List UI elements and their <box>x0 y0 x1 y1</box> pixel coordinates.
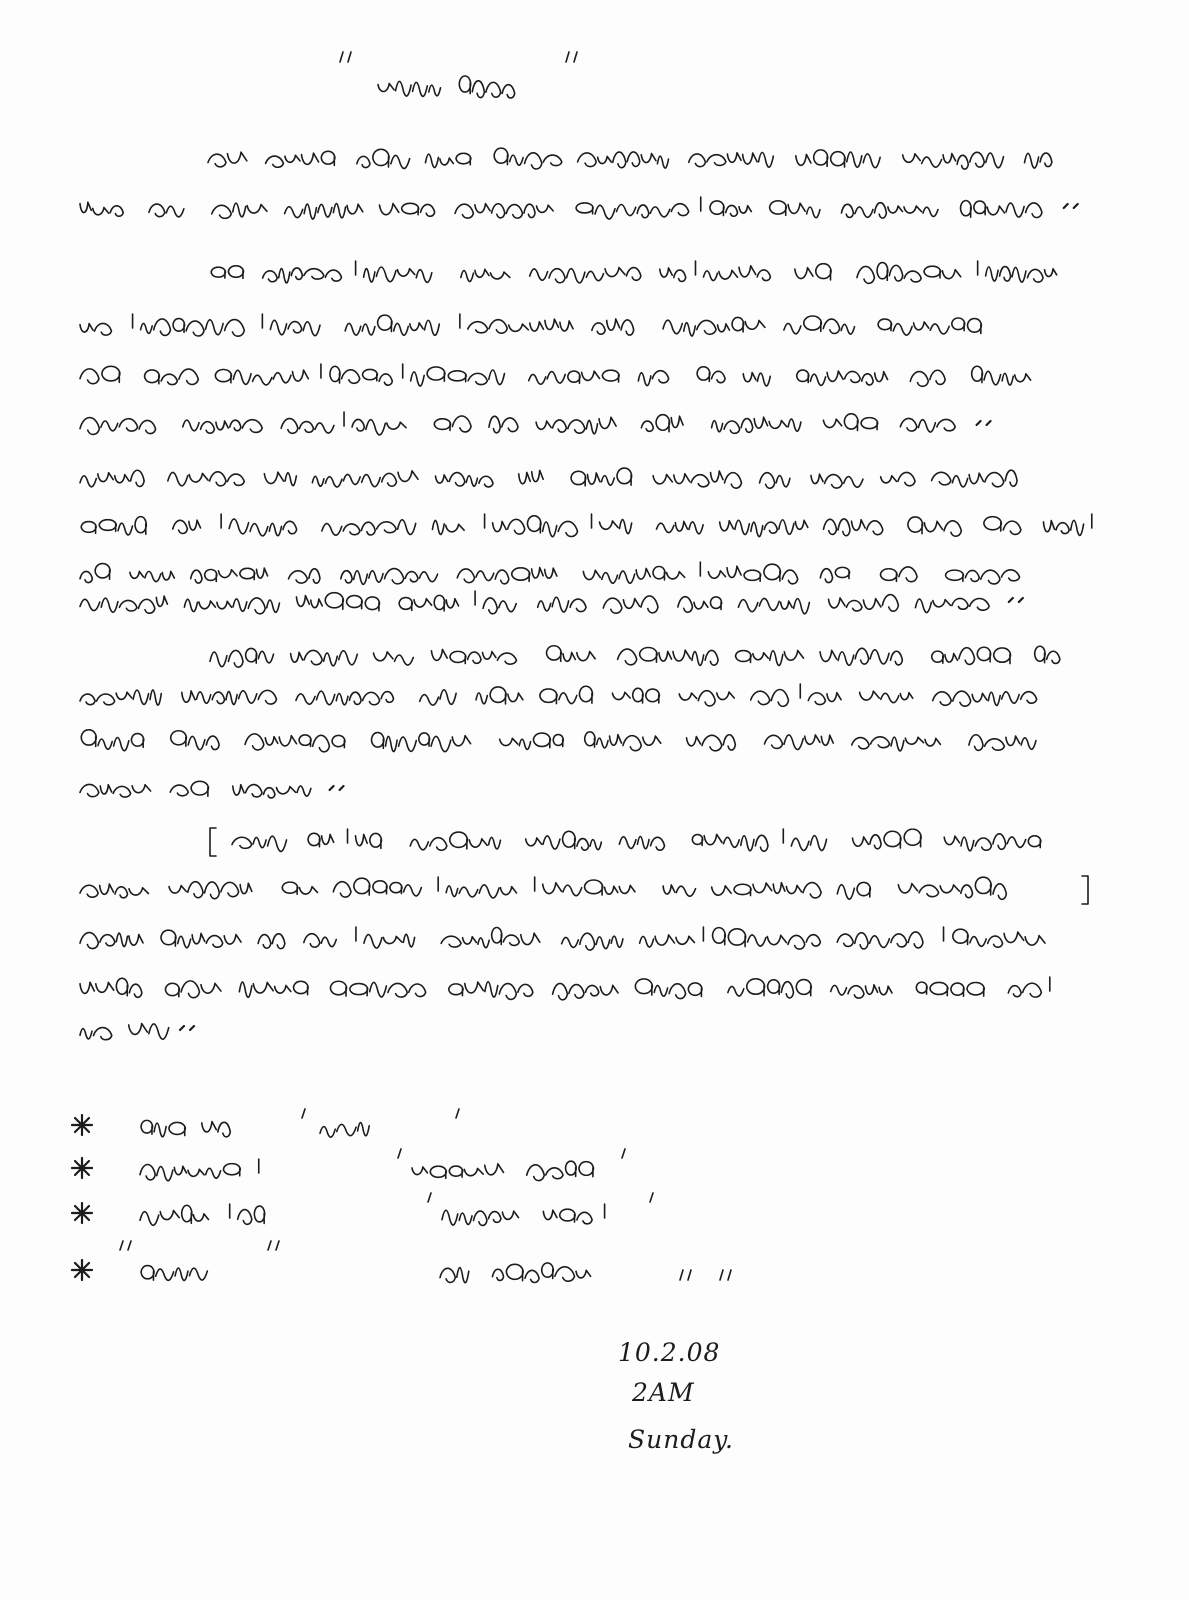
handwritten-line <box>442 1204 605 1225</box>
quote-mark <box>340 52 351 62</box>
star-bullet <box>72 1158 92 1178</box>
handwritten-line <box>80 468 1017 488</box>
signoff-date: 10.2.08 <box>618 1338 721 1367</box>
ending-dots <box>1009 598 1023 602</box>
ending-dots <box>330 786 344 790</box>
star-bullet <box>72 1203 92 1223</box>
handwritten-line <box>141 1120 230 1136</box>
closing-bracket <box>1082 876 1088 904</box>
handwritten-line <box>80 877 1006 899</box>
quote-mark <box>302 1109 459 1118</box>
handwritten-line <box>80 684 1037 706</box>
quote-mark <box>680 1270 731 1280</box>
handwritten-line <box>80 591 989 614</box>
star-bullet <box>72 1260 92 1280</box>
handwritten-line <box>80 781 311 798</box>
star-bullet <box>72 1115 92 1135</box>
handwritten-line <box>81 514 1091 537</box>
signoff-time: 2AM <box>632 1378 695 1407</box>
handwritten-line <box>320 1123 369 1138</box>
quote-mark <box>398 1149 625 1158</box>
quote-mark <box>566 52 577 62</box>
handwritten-line <box>80 977 1050 1000</box>
handwritten-line <box>80 364 1031 386</box>
ending-dots <box>977 421 991 425</box>
handwritten-line <box>412 1161 593 1180</box>
handwritten-line <box>80 314 981 336</box>
handwritten-line <box>211 261 1056 283</box>
signoff-day: Sunday. <box>628 1425 734 1454</box>
handwritten-line <box>80 197 1042 219</box>
handwritten-line <box>80 1024 169 1040</box>
handwritten-line <box>440 1263 591 1283</box>
handwritten-line <box>208 148 1052 169</box>
handwritten-line <box>141 1266 207 1281</box>
handwritten-line <box>80 412 955 435</box>
handwritten-line <box>80 927 1045 950</box>
handwritten-line <box>80 562 1020 584</box>
handwritten-line <box>140 1204 265 1225</box>
handwritten-line <box>81 730 1036 752</box>
ending-dots <box>1064 204 1078 208</box>
handwritten-line <box>378 76 515 98</box>
opening-bracket <box>210 828 216 856</box>
handwritten-line <box>210 646 1060 667</box>
quote-mark <box>428 1193 653 1202</box>
handwritten-line <box>140 1159 259 1181</box>
handwritten-line <box>232 829 1041 851</box>
ending-dots <box>180 1026 194 1030</box>
quote-mark <box>120 1241 279 1250</box>
